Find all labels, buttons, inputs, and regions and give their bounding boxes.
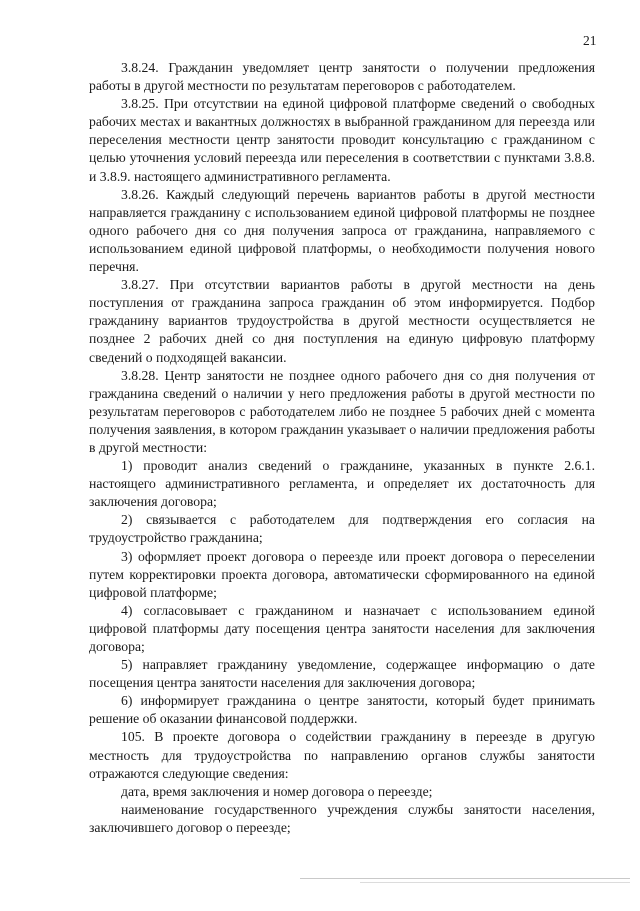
list-item-6: 6) информирует гражданина о центре занятости, который будет принимать решение об оказании финансовой поддержки. xyxy=(89,693,595,727)
list-item-4: 4) согласовывает с гражданином и назначает с использованием единой цифровой платформы дату посещения центра занятости населения для заключения договора; xyxy=(89,602,595,654)
scan-artifact-line xyxy=(300,878,630,879)
paragraph-3-8-24: 3.8.24. Гражданин уведомляет центр занятости о получении предложения работы в другой местности по результатам переговоров с работодателем. xyxy=(89,60,595,94)
paragraph-institution-name: наименование государственного учреждения службы занятости населения, заключившего договор о переезде; xyxy=(89,801,595,835)
list-item-2: 2) связывается с работодателем для подтверждения его согласия на трудоустройство гражданина; xyxy=(89,512,595,546)
paragraph-3-8-28: 3.8.28. Центр занятости не позднее одного рабочего дня со дня получения от гражданина сведений о наличии у него предложения работы в другой местности по результатам переговоров с работодателем либо не позднее 5 рабочих дней с момента получения заявления, в котором гражданин указывает о наличии предложения работы в другой местности: xyxy=(89,367,595,455)
list-item-1: 1) проводит анализ сведений о гражданине, указанных в пункте 2.6.1. настоящего административного регламента, и определяет их достаточность для заключения договора; xyxy=(89,458,595,510)
document-body xyxy=(89,59,595,837)
list-item-5: 5) направляет гражданину уведомление, содержащее информацию о дате посещения центра занятости населения для заключения договора; xyxy=(89,657,595,691)
list-item-3: 3) оформляет проект договора о переезде или проект договора о переселении путем корректировки проекта договора, автоматически сформированного на единой цифровой платформе; xyxy=(89,548,595,600)
scan-artifact-line xyxy=(360,882,630,883)
paragraph-contract-date: дата, время заключения и номер договора о переезде; xyxy=(121,783,433,799)
paragraph-3-8-27: 3.8.27. При отсутствии вариантов работы в другой местности на день поступления от гражданина запроса гражданин об этом информируется. Подбор гражданину вариантов трудоустройства в другой местности осуществляется не позднее 2 рабочих дней со дня поступления на единую цифровую платформу сведений о подходящей вакансии. xyxy=(89,277,595,365)
paragraph-3-8-26: 3.8.26. Каждый следующий перечень вариантов работы в другой местности направляется гражданину с использованием единой цифровой платформы не позднее одного рабочего дня со дня получения запроса от гражданина, направляемого с использованием единой цифровой платформы, о необходимости получения нового перечня. xyxy=(89,186,595,275)
paragraph-3-8-25: 3.8.25. При отсутствии на единой цифровой платформе сведений о свободных рабочих местах и вакантных должностях в выбранной гражданином для переезда или переселения местности центр занятости проводит консультацию с гражданином с целью уточнения условий переезда или переселения в соответствии с пунктами 3.8.8. и 3.8.9. настоящего административного регламента. xyxy=(89,96,595,184)
page-number: 21 xyxy=(583,33,597,48)
paragraph-105: 105. В проекте договора о содействии гражданину в переезде в другую местность для трудоустройства по направлению органов службы занятости отражаются следующие сведения: xyxy=(89,729,595,781)
